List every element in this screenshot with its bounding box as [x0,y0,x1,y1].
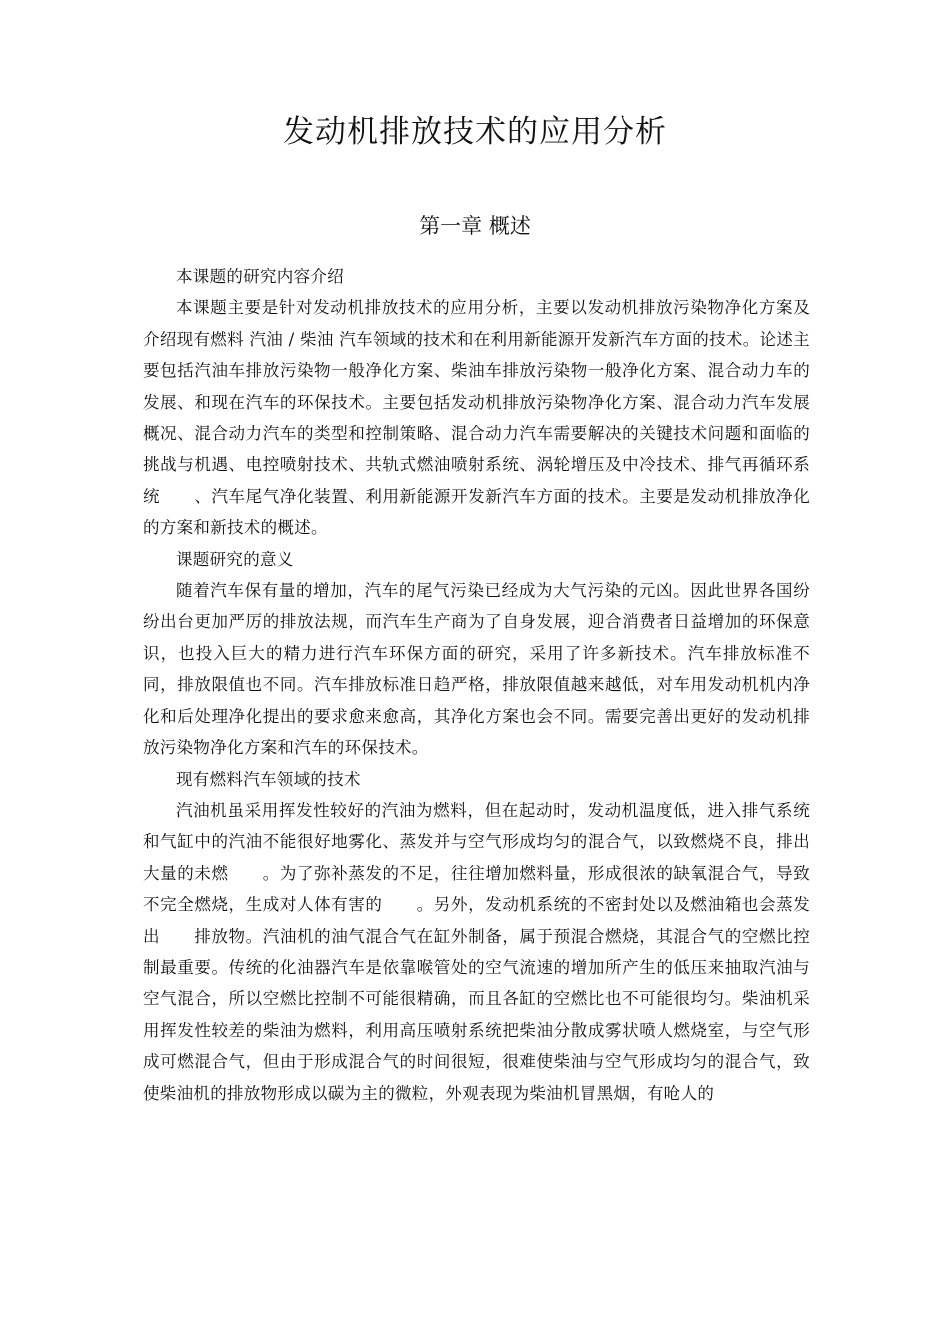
chapter-heading: 第一章 概述 [419,214,531,238]
section-paragraph: 本课题主要是针对发动机排放技术的应用分析，主要以发动机排放污染物净化方案及介绍现有燃料 汽油 / 柴油 汽车领域的技术和在利用新能源开发新汽车方面的技术。论述主要包括汽油车排放污染物一般净化方案、柴油车排放污染物一般净化方案、混合动力车的发展、和现在汽车的环保技术。主要包括发动机排放污染物净化方案、混合动力汽车发展概况、混合动力汽车的类型和控制策略、混合动力汽车需要解决的关键技术问题和面临的挑战与机遇、电控喷射技术、共轨式燃油喷射系统、涡轮增压及中冷技术、排气再循环系统 、汽车尾气净化装置、利用新能源开发新汽车方面的技术。主要是发动机排放净化的方案和新技术的概述。 [143,298,810,538]
section-heading: 课题研究的意义 [176,549,294,569]
section-heading: 现有燃料汽车领域的技术 [176,769,361,789]
section-paragraph: 随着汽车保有量的增加，汽车的尾气污染已经成为大气污染的元凶。因此世界各国纷纷出台更加严厉的排放法规，而汽车生产商为了自身发展，迎合消费者日益增加的环保意识，也投入巨大的精力进行汽车环保方面的研究，采用了许多新技术。汽车排放标准不同，排放限值也不同。汽车排放标准日趋严格，排放限值越来越低，对车用发动机机内净化和后处理净化提出的要求愈来愈高，其净化方案也会不同。需要完善出更好的发动机排放污染物净化方案和汽车的环保技术。 [143,581,810,758]
document-title: 发动机排放技术的应用分析 [283,114,667,150]
section-paragraph: 汽油机虽采用挥发性较好的汽油为燃料，但在起动时，发动机温度低，进入排气系统和气缸中的汽油不能很好地雾化、蒸发并与空气形成均匀的混合气，以致燃烧不良，排出大量的未燃 。为了弥补蒸发的不足，往往增加燃料量，形成很浓的缺氧混合气，导致不完全燃烧，生成对人体有害的 。另外，发动机系统的不密封处以及燃油箱也会蒸发出 排放物。汽油机的油气混合气在缸外制备，属于预混合燃烧，其混合气的空燃比控制最重要。传统的化油器汽车是依靠喉管处的空气流速的增加所产生的低压来抽取汽油与空气混合，所以空燃比控制不可能很精确，而且各缸的空燃比也不可能很均匀。柴油机采用挥发性较差的柴油为燃料，利用高压喷射系统把柴油分散成雾状喷人燃烧室，与空气形成可燃混合气，但由于形成混合气的时间很短，很难使柴油与空气形成均匀的混合气，致使柴油机的排放物形成以碳为主的微粒，外观表现为柴油机冒黑烟，有呛人的 [143,800,810,1103]
document-body [143,261,810,1109]
section-heading: 本课题的研究内容介绍 [176,267,344,286]
